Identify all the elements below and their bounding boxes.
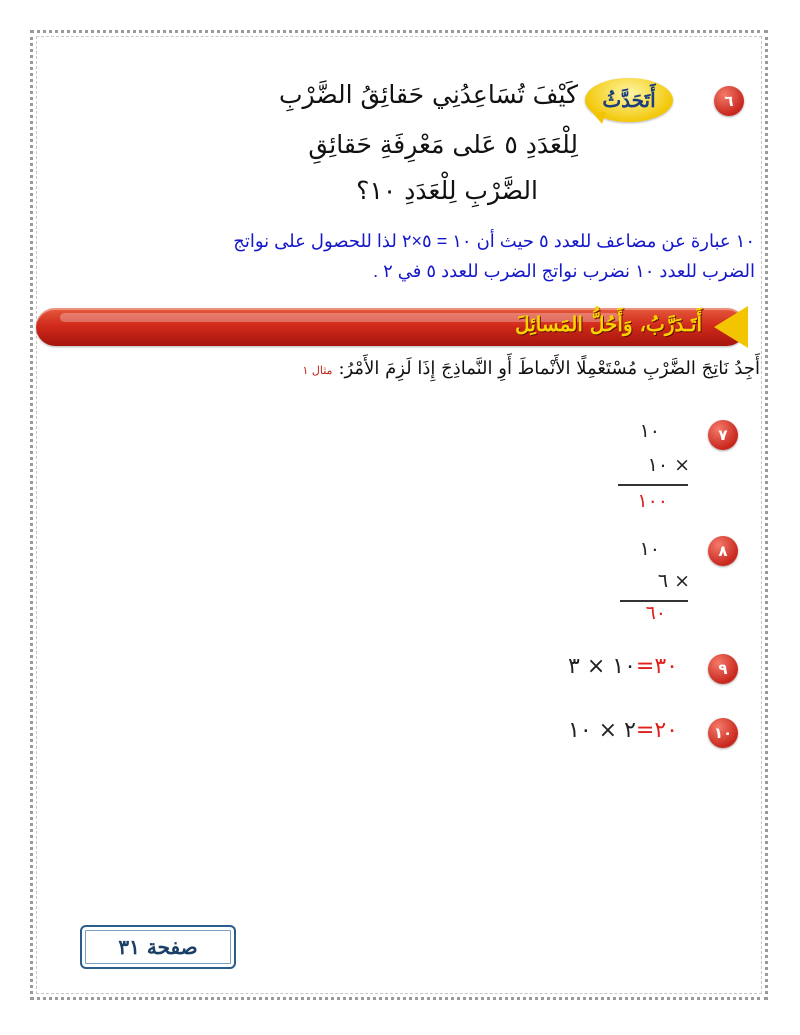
problem-8-top: ١٠ bbox=[639, 538, 660, 560]
problem-9-number: ٩ bbox=[708, 654, 738, 684]
problem-9-result: ٣٠ bbox=[654, 654, 678, 679]
problem-10-equals: = bbox=[635, 718, 655, 743]
problem-7-rule bbox=[618, 484, 688, 486]
problem-8-bottom: ٦ × bbox=[657, 570, 690, 592]
question-6-line-3: الضَّرْبِ لِلْعَدَدِ ١٠؟ bbox=[356, 176, 538, 205]
question-6-number: ٦ bbox=[714, 86, 744, 116]
problem-9-equals: = bbox=[635, 654, 655, 679]
problem-10-expression: ٢ × ١٠ bbox=[568, 718, 636, 743]
problem-7-number: ٧ bbox=[708, 420, 738, 450]
question-6-line-2: لِلْعَدَدِ ٥ عَلى مَعْرِفَةِ حَقائِقِ bbox=[308, 130, 578, 159]
discuss-bubble-tail bbox=[592, 112, 606, 124]
banner-title: أَتَـدَرَّبُ، وَأَحُلُّ المَسائِلَ bbox=[515, 312, 702, 336]
page-number-label: صفحة ٣١ bbox=[80, 925, 236, 969]
discuss-bubble: أَتَحَدَّثُ bbox=[585, 78, 673, 122]
banner-arrow-icon bbox=[714, 306, 748, 348]
example-ref: مثال ١ bbox=[302, 364, 333, 377]
problem-9-equation bbox=[568, 654, 678, 679]
problem-8-number: ٨ bbox=[708, 536, 738, 566]
problem-7-top: ١٠ bbox=[639, 420, 660, 442]
problem-10-result: ٢٠ bbox=[654, 718, 678, 743]
instruction-text: أَجِدُ نَاتِجَ الضَّرْبِ مُسْتَعْمِلًا الأَنْماطَ أَوِ النَّماذِجَ إِذَا لَزِمَ الأَمْرُ: bbox=[338, 358, 760, 379]
problem-7-result: ١٠٠ bbox=[637, 490, 668, 512]
problem-10-number: ١٠ bbox=[708, 718, 738, 748]
answer-line-2: الضرب للعدد ١٠ نضرب نواتج الضرب للعدد ٥ في ٢ . bbox=[373, 261, 755, 281]
answer-line-1: ١٠ عبارة عن مضاعف للعدد ٥ حيث أن ١٠ = ٥×٢ لذا للحصول على نواتج bbox=[233, 231, 755, 251]
problem-10-equation bbox=[568, 718, 678, 743]
instruction bbox=[302, 358, 760, 379]
question-6-line-1: كَيْفَ تُسَاعِدُنِي حَقائِقُ الضَّرْبِ bbox=[279, 80, 578, 109]
problem-7-bottom: ١٠ × bbox=[647, 454, 690, 476]
problem-8-result: ٦٠ bbox=[645, 602, 666, 624]
answer-text bbox=[35, 226, 755, 286]
problem-9-expression: ١٠ × ٣ bbox=[568, 654, 636, 679]
